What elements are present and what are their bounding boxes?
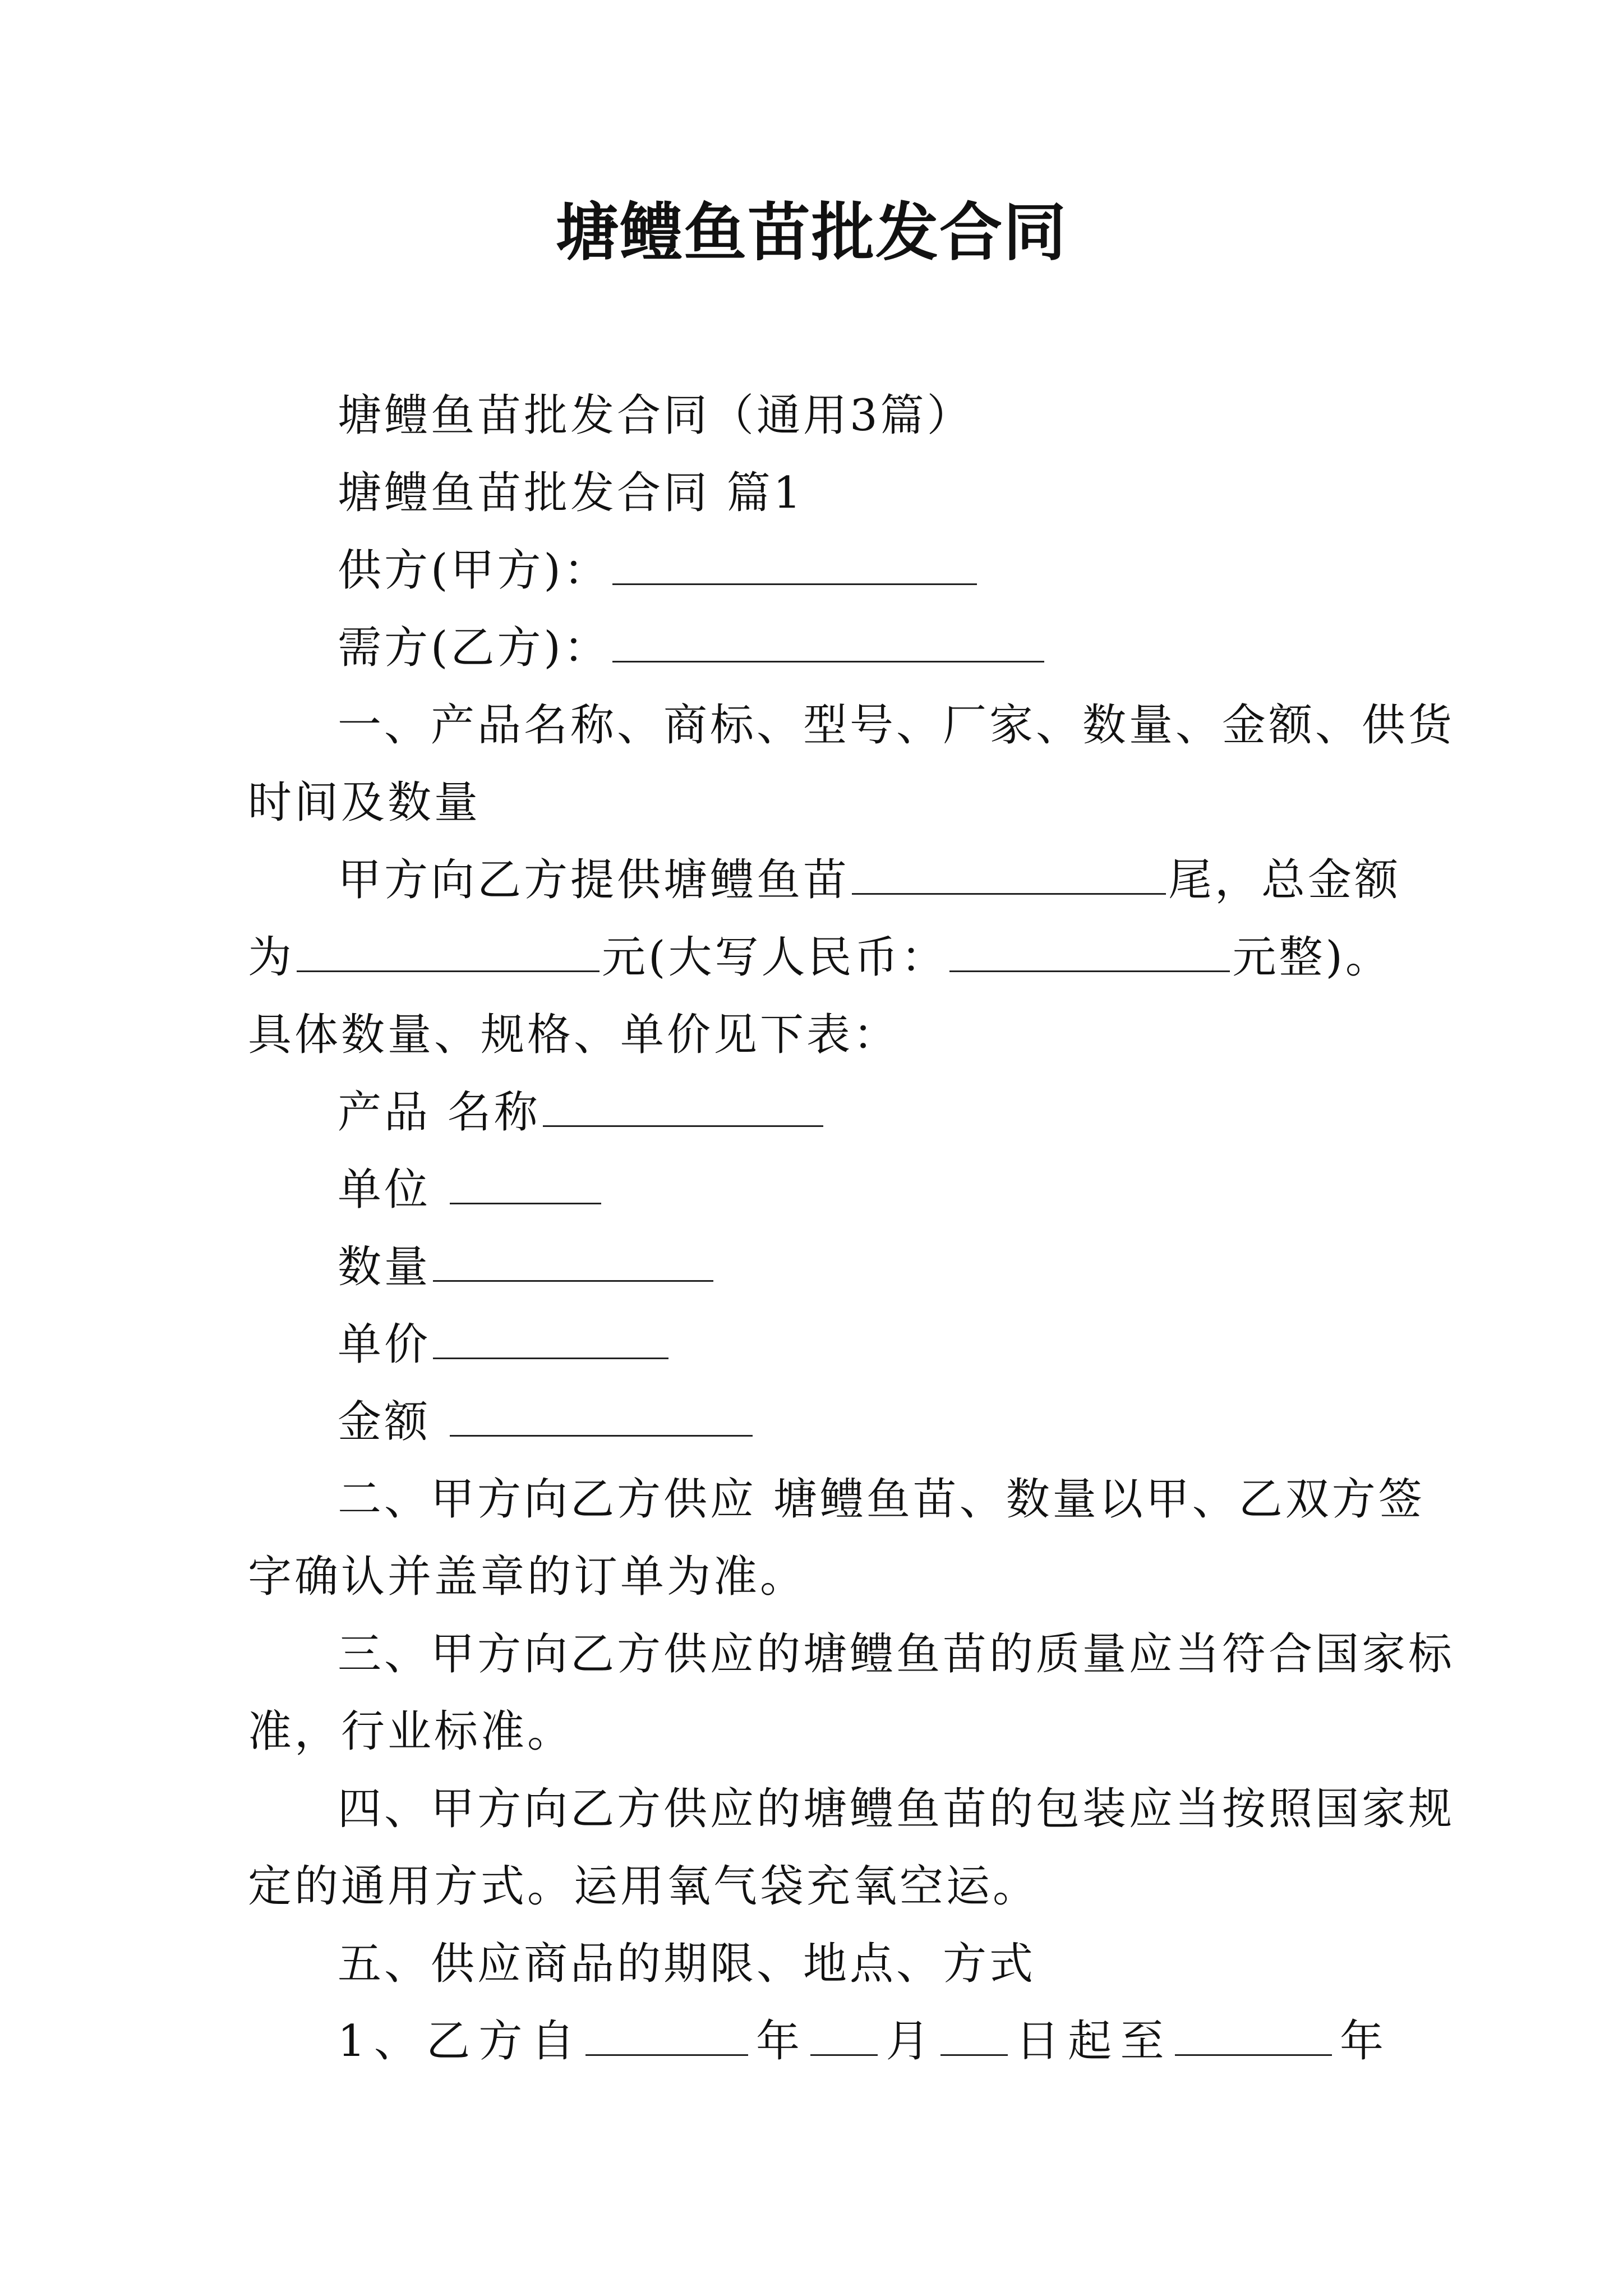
end-year-blank[interactable]: [1175, 2022, 1332, 2056]
buyer-blank[interactable]: [612, 628, 1044, 662]
quantity-tail-blank[interactable]: [852, 861, 1166, 895]
paragraph-line3: 具体数量、规格、单价见下表：: [248, 1010, 900, 1060]
product-name-blank[interactable]: [543, 1093, 823, 1127]
buyer-label: 需方(乙方)：: [338, 623, 610, 673]
field-amount: [338, 1383, 1386, 1461]
clause3-line1: 三、甲方向乙方供应的塘鳢鱼苗的质量应当符合国家标: [338, 1629, 1455, 1680]
document-title: 塘鳢鱼苗批发合同: [556, 196, 1067, 269]
start-day-blank[interactable]: [940, 2022, 1008, 2056]
document-subtitle: 塘鳢鱼苗批发合同（通用3篇）: [338, 390, 974, 441]
amount-blank[interactable]: [450, 1402, 753, 1437]
clause5-heading: 五、供应商品的期限、地点、方式: [338, 1939, 1036, 1989]
clause-text: 1、乙方自: [338, 2016, 583, 2067]
supplier-line: [338, 532, 1386, 609]
unit-blank[interactable]: [450, 1170, 601, 1204]
paragraph-line2: [248, 919, 1392, 996]
total-amount-blank[interactable]: [297, 938, 600, 972]
clause-text: 年: [1334, 2016, 1386, 2067]
start-year-blank[interactable]: [585, 2022, 748, 2056]
paragraph-text: 尾，总金额: [1168, 855, 1401, 905]
field-label: 产品 名称: [338, 1087, 541, 1138]
clause1-line2: 时间及数量: [248, 777, 481, 828]
paragraph-line1: [338, 841, 1401, 919]
paragraph-text: 元整)。: [1232, 932, 1392, 983]
clause-text: 月: [880, 2016, 938, 2067]
clause2-line1: 二、甲方向乙方供应 塘鳢鱼苗、数量以甲、乙双方签: [338, 1474, 1425, 1525]
start-month-blank[interactable]: [810, 2022, 878, 2056]
clause-text: 日起至: [1009, 2016, 1173, 2067]
field-label: 数量: [338, 1242, 431, 1292]
clause4-line2: 定的通用方式。运用氧气袋充氧空运。: [248, 1861, 1040, 1912]
clause2-line2: 字确认并盖章的订单为准。: [248, 1552, 807, 1602]
section-heading: 塘鳢鱼苗批发合同 篇1: [338, 468, 804, 518]
field-label: 单价: [338, 1319, 431, 1370]
quantity-blank[interactable]: [433, 1248, 713, 1282]
clause-text: 年: [750, 2016, 809, 2067]
field-unit: [338, 1151, 1386, 1228]
total-amount-words-blank[interactable]: [949, 938, 1230, 972]
supplier-blank[interactable]: [612, 551, 977, 585]
field-product-name: [338, 1074, 1386, 1151]
unit-price-blank[interactable]: [433, 1325, 668, 1359]
supplier-label: 供方(甲方)：: [338, 545, 610, 596]
field-unit-price: [338, 1306, 1386, 1383]
clause5-item1: [338, 2003, 1386, 2080]
field-label: 金额: [338, 1397, 431, 1447]
field-label: 单位: [338, 1165, 431, 1215]
paragraph-text: 元(大写人民币：: [602, 932, 948, 983]
paragraph-text: 为: [248, 932, 295, 983]
paragraph-text: 甲方向乙方提供塘鳢鱼苗: [338, 855, 850, 905]
clause4-line1: 四、甲方向乙方供应的塘鳢鱼苗的包装应当按照国家规: [338, 1784, 1455, 1834]
buyer-line: [338, 609, 1386, 687]
field-quantity: [338, 1228, 1386, 1306]
clause3-line2: 准，行业标准。: [248, 1706, 574, 1757]
clause1-line1: 一、产品名称、商标、型号、厂家、数量、金额、供货: [338, 700, 1455, 751]
